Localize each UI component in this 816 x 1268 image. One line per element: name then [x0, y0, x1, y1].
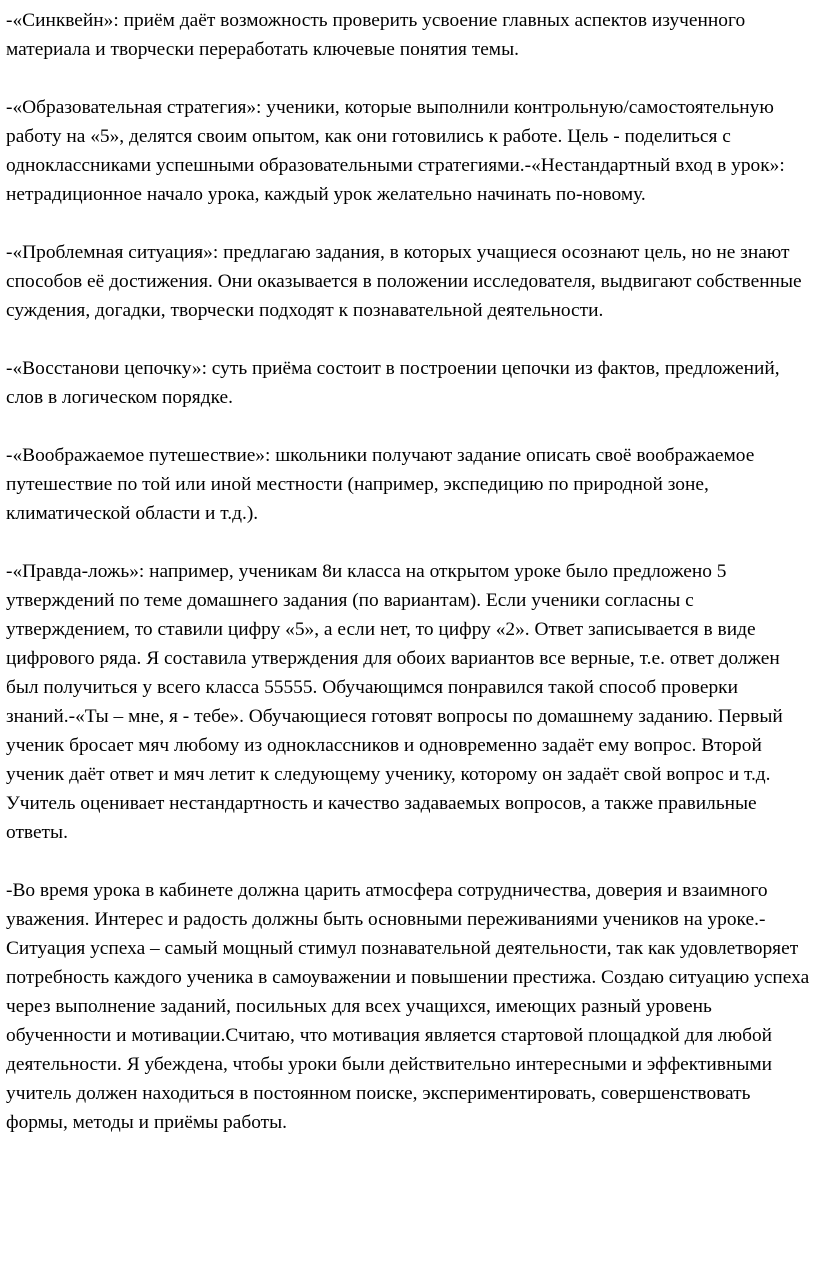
- paragraph-true-false: -«Правда-ложь»: например, ученикам 8и класса на открытом уроке было предложено 5 утверждений по теме домашнего задания (по вариантам). Если ученики согласны с утверждением, то ставили цифру «5», а если нет, то цифру «2». Ответ записывается в виде цифрового ряда. Я составила утверждения для обоих вариантов все верные, т.е. ответ должен был получиться у всего класса 55555. Обучающимся понравился такой способ проверки знаний.-«Ты – мне, я - тебе». Обучающиеся готовят вопросы по домашнему заданию. Первый ученик бросает мяч любому из одноклассников и одновременно задаёт ему вопрос. Второй ученик даёт ответ и мяч летит к следующему ученику, которому он задаёт свой вопрос и т.д. Учитель оценивает нестандартность и качество задаваемых вопросов, а также правильные ответы.: [6, 561, 783, 843]
- paragraph-sinkvein: -«Синквейн»: приём даёт возможность проверить усвоение главных аспектов изученного материала и творчески переработать ключевые понятия темы.: [6, 10, 746, 60]
- paragraph-lesson-atmosphere: -Во время урока в кабинете должна царить атмосфера сотрудничества, доверия и взаимного уважения. Интерес и радость должны быть основными переживаниями учеников на уроке.-Ситуация успеха – самый мощный стимул познавательной деятельности, так как удовлетворяет потребность каждого ученика в самоуважении и повышении престижа. Создаю ситуацию успеха через выполнение заданий, посильных для всех учащихся, имеющих разный уровень обученности и мотивации.Считаю, что мотивация является стартовой площадкой для любой деятельности. Я убеждена, чтобы уроки были действительно интересными и эффективными учитель должен находиться в постоянном поиске, экспериментировать, совершенствовать формы, методы и приёмы работы.: [6, 880, 810, 1133]
- paragraph-educational-strategy: -«Образовательная стратегия»: ученики, которые выполнили контрольную/самостоятельную работу на «5», делятся своим опытом, как они готовились к работе. Цель - поделиться с одноклассниками успешными образовательными стратегиями.-«Нестандартный вход в урок»: нетрадиционное начало урока, каждый урок желательно начинать по-новому.: [6, 97, 785, 205]
- paragraph-restore-chain: -«Восстанови цепочку»: суть приёма состоит в построении цепочки из фактов, предложений, слов в логическом порядке.: [6, 358, 780, 408]
- paragraph-problem-situation: -«Проблемная ситуация»: предлагаю задания, в которых учащиеся осознают цель, но не знают способов её достижения. Они оказывается в положении исследователя, выдвигают собственные суждения, догадки, творчески подходят к познавательной деятельности.: [6, 242, 802, 321]
- paragraph-imaginary-journey: -«Воображаемое путешествие»: школьники получают задание описать своё воображаемое путешествие по той или иной местности (например, экспедицию по природной зоне, климатической области и т.д.).: [6, 445, 755, 524]
- document-body: [6, 6, 810, 1137]
